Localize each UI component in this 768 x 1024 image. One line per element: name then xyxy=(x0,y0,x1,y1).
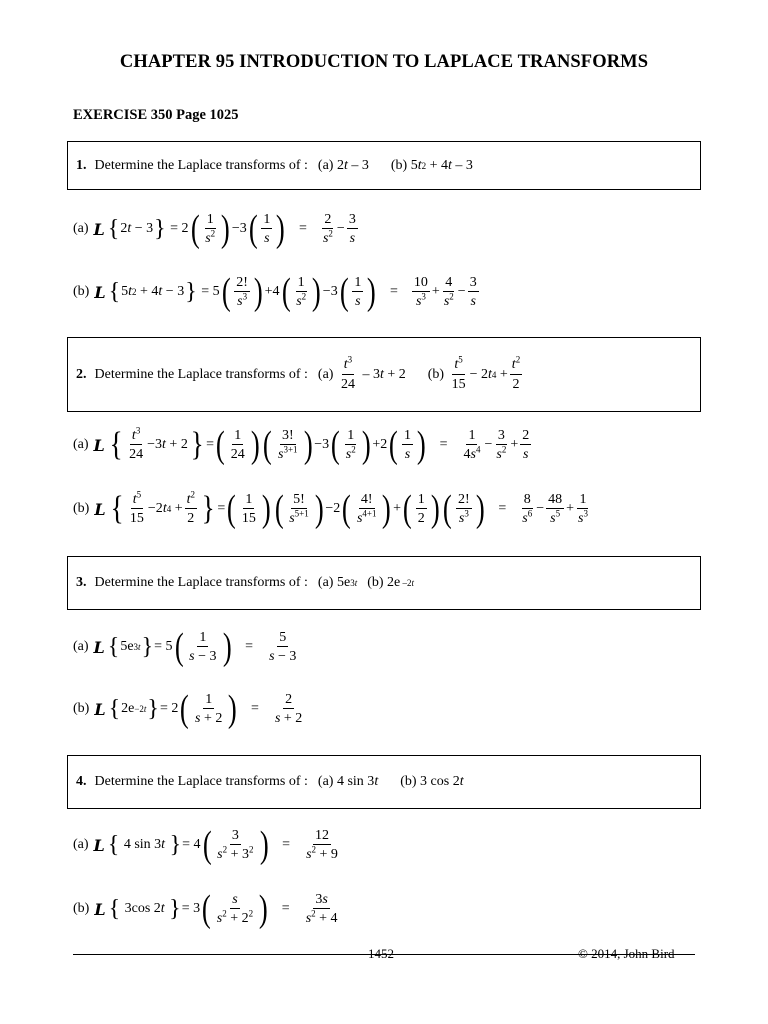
exercise-heading: EXERCISE 350 Page 1025 xyxy=(73,107,239,123)
question-number: 3. xyxy=(76,575,87,590)
answer-4a: (a) L { 4 sin 3 t } = 4 ( $\frac{3}{s^2 + 3^2}$ ) = $\frac{12}{s^2 + 9}$ xyxy=(73,826,342,864)
answer-3b: (b) L { 2e −2t } = 2 ( $\frac{1}{s + 2}$ ) = $\frac{2}{s + 2}$ xyxy=(73,690,306,728)
question-3-box: 3. Determine the Laplace transforms of : (a) 5e 3t (b) 2e –2t xyxy=(67,556,701,610)
chapter-title: CHAPTER 95 INTRODUCTION TO LAPLACE TRANSFORMS xyxy=(119,52,649,72)
answer-1b: (b) L { 5 t 2 + 4 t − 3 } = 5 ( $\frac{2!}{s^3}$ ) +4 ( $\frac{1}{s^2}$ ) −3 ( $\frac{1}{s}$ ) = $\frac{10}{s^3}$ + $\frac{4}{s^2}$ − $\frac{3}{s}$ xyxy=(73,273,481,311)
question-number: 4. xyxy=(76,774,87,789)
answer-1a: (a) L { 2 t − 3 } = 2 ( $\frac{1}{s^2}$ ) −3 ( $\frac{1}{s}$ ) = $\frac{2}{s^2}$ − $\frac{3}{s}$ xyxy=(73,210,360,248)
question-2-box: 2. Determine the Laplace transforms of : (a) $\frac{t^3}{24}$ – 3 t + 2 (b) $\frac{t^5}{15}$ − 2 t 4 + $\frac{t^2}{2}$ xyxy=(67,337,701,412)
answer-4b: (b) L { 3cos 2 t } = 3 ( $\frac{s}{s^2 + 2^2}$ ) = $\frac{3s}{s^2 + 4}$ xyxy=(73,890,342,928)
question-number: 1. xyxy=(76,157,87,173)
question-1-box: 1. Determine the Laplace transforms of : (a) 2 t – 3 (b) 5 t 2 + 4 t – 3 xyxy=(67,141,701,190)
answer-2a: (a) L { $\frac{t^3}{24}$ −3 t + 2 } = ( $\frac{1}{24}$ ) ( $\frac{3!}{s^{3+1}}$ ) −3 ( $\frac{1}{s^2}$ ) +2 ( $\frac{1}{s}$ ) = $\frac{1}{4s^4}$ − $\frac{3}{s^2}$ + $\frac{2}{s}$ xyxy=(73,426,533,464)
question-4-box: 4. Determine the Laplace transforms of : (a) 4 sin 3 t (b) 3 cos 2 t xyxy=(67,755,701,809)
copyright-notice: © 2014, John Bird xyxy=(578,946,675,961)
answer-2b: (b) L { $\frac{t^5}{15}$ −2 t 4 + $\frac{t^2}{2}$ } = ( $\frac{1}{15}$ ) ( $\frac{5!}{s^{5+1}}$ ) −2 ( $\frac{4!}{s^{4+1}}$ ) + ( $\frac{1}{2}$ ) ( $\frac{2!}{s^3}$ ) = $\frac{8}{s^6}$ − $\frac{48}{s^5}$ + $\frac{1}{s^3}$ xyxy=(73,490,592,528)
question-text: Determine the Laplace transforms of : xyxy=(94,157,308,173)
question-number: 2. xyxy=(76,366,87,382)
question-text: Determine the Laplace transforms of : xyxy=(94,366,308,382)
answer-3a: (a) L { 5e 3t } = 5 ( $\frac{1}{s - 3}$ ) = $\frac{5}{s - 3}$ xyxy=(73,628,300,666)
page-number: 1452 xyxy=(368,946,394,961)
question-text: Determine the Laplace transforms of : xyxy=(94,774,308,789)
question-text: Determine the Laplace transforms of : xyxy=(94,575,308,590)
